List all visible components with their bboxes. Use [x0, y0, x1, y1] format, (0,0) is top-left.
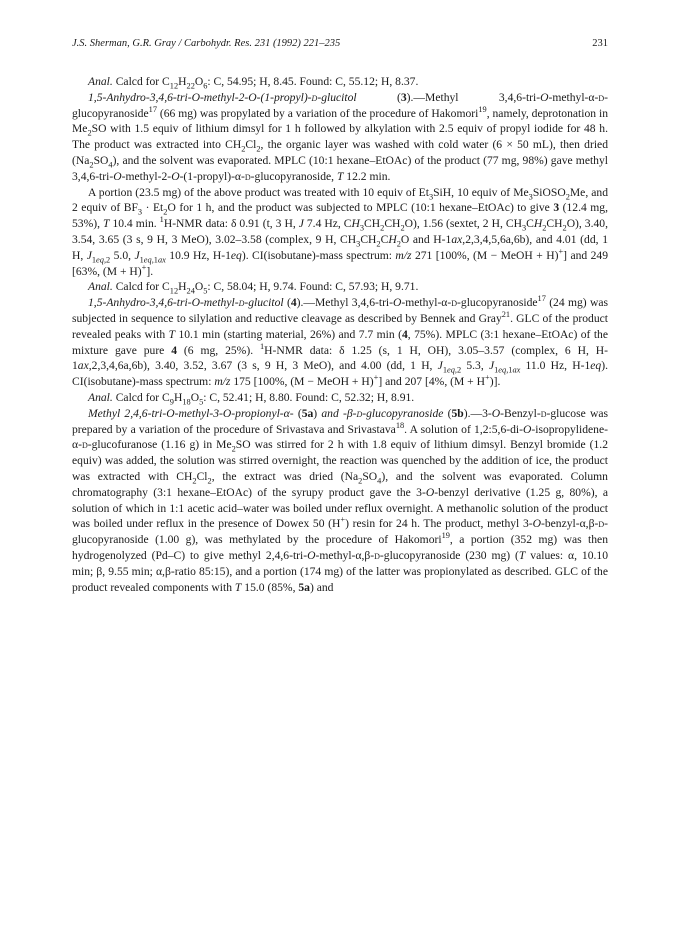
running-header [72, 38, 608, 54]
running-title: J.S. Sherman, G.R. Gray / Carbohydr. Res. 231 (1992) 221–235 [72, 38, 341, 49]
analysis-paragraph: Anal. Calcd for $C_9H_{18}O_5$: C, 52.41; H, 8.80. Found: C, 52.32; H, 8.91. [88, 390, 415, 407]
analysis-paragraph: Anal. Calcd for $C_{12}H_{24}O_5$: C, 58.04; H, 9.74. Found: C, 57.93; H, 9.71. [88, 280, 419, 296]
article-body [72, 74, 608, 595]
compound-5-paragraph: Methyl 2,4,6-tri-O-methyl-3-O-propionyl-α- (5a) and -β-d-glucopyranoside (5b).—3-O-Benzyl-d-glucose was prepared by a variation of the procedure of Srivastava and Srivastava$^{18}$. A solution of 1,2:5,6-di-O-isopropylidene-α-d-glucofuranose (1.16 g) in $Me_2SO$ was stirred for 2 h with 1.8 equiv of lithium dimsyl. Benzyl bromide (1.2 equiv) was added, the solution was stirred overnight, the reaction was quenched by the addition of ice, the product was extracted with $CH_2Cl_2$, the extract was dried $(Na_2SO_4)$, and the solvent was evaporated. Column chromatography (3:1 hexane–EtOAc) of the syrupy product gave the 3-O-benzyl derivative (1.25 g, 80%), a solution of which in 1:1 acetic acid–water was boiled under reflux overnight. A methanolic solution of the product was boiled under reflux in the presence of Dowex 50 (H+) resin for 24 h. The product, methyl 3-O-benzyl-α,β-d-glucopyranoside (1.00 g), was methylated by the procedure of Hakomori$^{19}$, a portion (352 mg) was then hydrogenolyzed (Pd–C) to give methyl 2,4,6-tri-O-methyl-α,β-d-glucopyranoside (230 mg) (T values: α, 10.10 min; β, 9.55 min; α,β-ratio 85:15), and a portion (174 mg) of the latter was propionylated as described. GLC of the product revealed components with T 15.0 (85%, 5a) and [72, 406, 608, 594]
reduction-paragraph: A portion (23.5 mg) of the above product was treated with 10 equiv of $Et_3SiH$, 10 equiv of $Me_3SiOSO_2Me$, and 2 equiv of $BF_3 \cdot Et_2O$ for 1 h, and the product was subjected to MPLC (10:1 hexane–EtOAc) to give 3 (12.4 mg, 53%), T 10.4 min. $^1$H-NMR data: δ 0.91 (t, 3 H, J 7.4 Hz, $CH_3CH_2CH_2O$), 1.56 (sextet, 2 H, $CH_3CH_2CH_2O$), 3.40, 3.54, 3.65 (3 s, 9 H, 3 MeO), 3.02–3.58 (complex, 9 H, $CH_3CH_2CH_2O$ and H-1ax,2,3,4,5,6a,6b), and 4.01 (dd, 1 H, $J_{1eq,2}$ 5.0, $J_{1eq,1ax}$ 10.9 Hz, H-1eq). CI(isobutane)-mass spectrum: m/z 271 [100%, (M − MeOH + H)+] and 249 [63%, (M + H)+]. [72, 185, 609, 278]
compound-3-paragraph: 1,5-Anhydro-3,4,6-tri-O-methyl-2-O-(1-propyl)-d-glucitol (3).—Methyl 3,4,6-tri-O-methyl-α-d-glucopyranoside$^{17}$ (66 mg) was propylated by a variation of the procedure of Hakomori$^{19}$, namely, deprotonation in $Me_2SO$ with 1.5 equiv of lithium dimsyl for 1 h followed by alkylation with 2.5 equiv of propyl iodide for 48 h. The product was extracted into $CH_2Cl_2$, the organic layer was washed with cold water (6 × 50 mL), then dried $(Na_2SO_4)$, and the solvent was evaporated. MPLC (10:1 hexane–EtOAc) of the product (77 mg, 98%) gave methyl 3,4,6-tri-O-methyl-2-O-(1-propyl)-α-d-glucopyranoside, T 12.2 min. [72, 90, 608, 183]
page-number: 231 [592, 38, 608, 49]
compound-4-paragraph: 1,5-Anhydro-3,4,6-tri-O-methyl-d-glucitol (4).—Methyl 3,4,6-tri-O-methyl-α-d-glucopyranoside$^{17}$ (24 mg) was subjected in sequence to silylation and reductive cleavage as described by Bennek and Gray$^{21}$. GLC of the product revealed peaks with T 10.1 min (starting material, 26%) and 7.7 min (4, 75%). MPLC (3:1 hexane–EtOAc) of the mixture gave pure 4 (6 mg, 25%). $^1$H-NMR data: δ 1.25 (s, 1 H, OH), 3.05–3.57 (complex, 6 H, H-1ax,2,3,4,6a,6b), 3.40, 3.52, 3.67 (3 s, 9 H, 3 MeO), and 4.00 (dd, 1 H, $J_{1eq,2}$ 5.3, $J_{1eq,1ax}$ 11.0 Hz, H-1eq). CI(isobutane)-mass spectrum: m/z 175 [100%, (M − MeOH + H)+] and 207 [4%, (M + H+)]. [72, 294, 608, 389]
analysis-paragraph: Anal. Calcd for $C_{12}H_{22}O_6$: C, 54.95; H, 8.45. Found: C, 55.12; H, 8.37. [88, 75, 419, 91]
